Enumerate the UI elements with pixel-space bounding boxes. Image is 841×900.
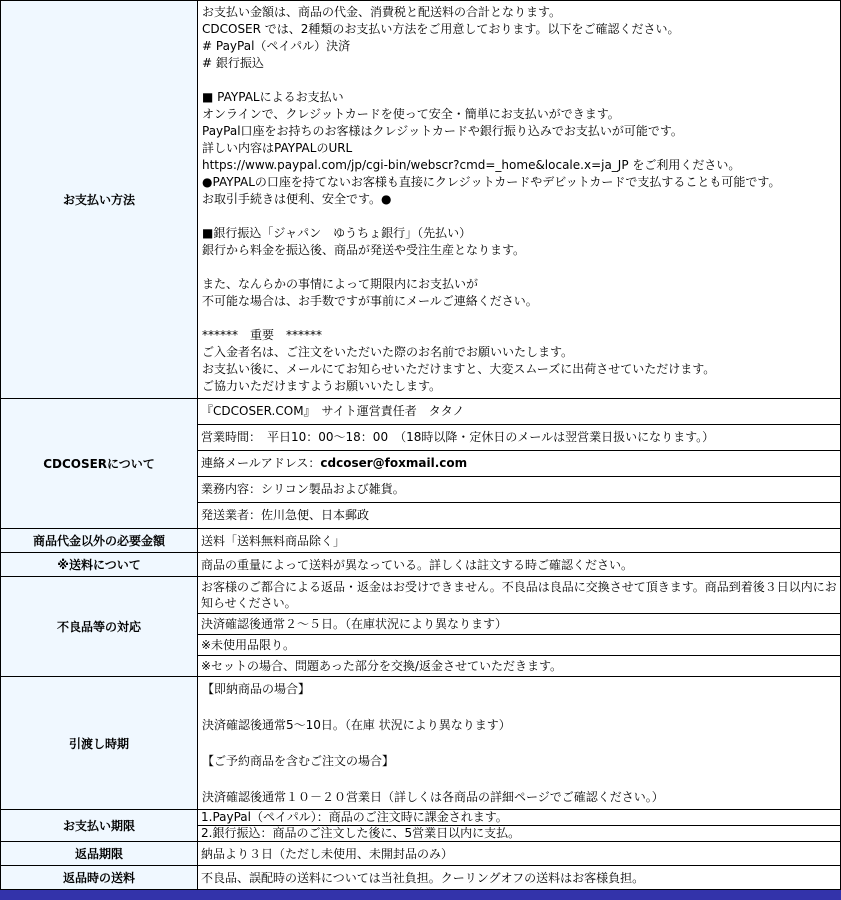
blank-line	[202, 259, 836, 276]
contact-label: 連絡メールアドレス：	[201, 456, 321, 470]
row-return-period	[1, 842, 840, 866]
defect-timing-row: 決済確認後通常２～５日。（在庫状況により異なります）	[198, 614, 840, 635]
section-label-payment-method: お支払い方法	[1, 1, 198, 398]
row-about	[1, 399, 840, 529]
blank-line	[202, 698, 836, 716]
delivery-content	[198, 677, 840, 809]
section-label-about: CDCOSERについて	[1, 399, 198, 528]
text-line: 決済確認後通常5～10日。（在庫 状況により異なります）	[202, 718, 511, 732]
about-contact-row	[198, 451, 840, 477]
text-line: CDCOSER では、2種類のお支払い方法をご用意しております。以下をご確認ください。	[202, 22, 680, 36]
shipping-note-content: 商品の重量によって送料が異なっている。詳しくは註文する時ご確認ください。	[201, 558, 634, 572]
text-line: 不可能な場合は、お手数ですが事前にメールご連絡ください。	[202, 294, 538, 308]
text-line: ご入金者名は、ご注文をいただいた際のお名前でお願いいたします。	[202, 345, 574, 359]
text-line: 決済確認後通常１０－２０営業日（詳しくは各商品の詳細ページでご確認ください。）	[202, 790, 664, 804]
blank-line	[202, 770, 836, 788]
return-shipping-content: 不良品、誤配時の送料については当社負担。クーリングオフの送料はお客様負担。	[201, 871, 645, 885]
text-line: 詳しい内容はPAYPALのURL	[202, 141, 353, 155]
text-line: ご協力いただけますようお願いいたします。	[202, 379, 442, 393]
section-label-extra-fee: 商品代金以外の必要金額	[1, 529, 198, 552]
text-line: お支払い後に、メールにてお知らせいただけますと、大変スムーズに出荷させていただけます。	[202, 362, 716, 376]
payment-method-content	[198, 1, 840, 398]
text-line: # PayPal（ペイパル）決済	[202, 39, 351, 53]
important-heading-line: ****** 重要 ******	[202, 328, 323, 342]
defect-unused-row: ※未使用品限り。	[198, 635, 840, 656]
extra-fee-content: 送料「送料無料商品除く」	[201, 534, 346, 548]
text-line: お取引手続きは便利、安全です。●	[202, 192, 392, 206]
defect-policy-row: お客様のご都合による返品・返金はお受けできません。不良品は良品に交換させて頂きます。商品到着後３日以内にお知らせください。	[198, 577, 840, 614]
text-line: ●PAYPALの口座を持てないお客様も直接にクレジットカードやデビットカードで支払することも可能です。	[202, 175, 781, 189]
text-line: # 銀行振込	[202, 56, 264, 70]
blank-line	[202, 72, 836, 89]
section-label-shipping-note: ※送料について	[1, 553, 198, 576]
about-content	[198, 399, 840, 528]
section-label-return-period: 返品期限	[1, 842, 198, 865]
row-delivery	[1, 677, 840, 810]
blank-line	[202, 208, 836, 225]
deadline-paypal-row: 1.PayPal（ペイパル）：商品のご注文時に課金されます。	[198, 810, 840, 826]
row-extra-fee	[1, 529, 840, 553]
defect-set-row: ※セットの場合、問題あった部分を交換/返金させていただきます。	[201, 659, 563, 673]
row-deadline	[1, 810, 840, 842]
section-label-deadline: お支払い期限	[1, 810, 198, 841]
section-label-delivery: 引渡し時期	[1, 677, 198, 809]
about-carrier-row: 発送業者：佐川急便、日本郵政	[201, 508, 370, 522]
about-business-row: 業務内容：シリコン製品および雑貨。	[198, 477, 840, 503]
paypal-url-line: https://www.paypal.com/jp/cgi-bin/webscr?cmd=_home&locale.x=ja_JP をご利用ください。	[202, 158, 741, 172]
deadline-bank-row: 2.銀行振込：商品のご注文した後に、5営業日以内に支払。	[201, 826, 521, 840]
text-line: 銀行から料金を振込後、商品が発送や受注生産となります。	[202, 243, 526, 257]
footer-bar	[0, 890, 841, 900]
about-hours-row: 営業時間： 平日10：00～18：00 （18時以降・定休日のメールは翌営業日扱いになります。）	[198, 425, 840, 451]
text-line: お支払い金額は、商品の代金、消費税と配送料の合計となります。	[202, 5, 562, 19]
blank-line	[202, 310, 836, 327]
text-line: ■銀行振込「ジャパン ゆうちょ銀行」（先払い）	[202, 226, 472, 240]
contact-email: cdcoser@foxmail.com	[320, 456, 468, 470]
row-shipping-note	[1, 553, 840, 577]
blank-line	[202, 734, 836, 752]
text-line: また、なんらかの事情によって期限内にお支払いが	[202, 277, 479, 291]
section-label-defect: 不良品等の対応	[1, 577, 198, 676]
about-operator-row: 『CDCOSER.COM』 サイト運営責任者 タタノ	[198, 399, 840, 425]
text-line: 【即納商品の場合】	[202, 682, 311, 696]
row-return-shipping	[1, 866, 840, 890]
return-period-content: 納品より３日（ただし未使用、未開封品のみ）	[201, 847, 454, 861]
text-line: PayPal口座をお持ちのお客様はクレジットカードや銀行振り込みでお支払いが可能です。	[202, 124, 683, 138]
section-label-return-shipping: 返品時の送料	[1, 866, 198, 889]
text-line: オンラインで、クレジットカードを使って安全・簡単にお支払いができます。	[202, 107, 620, 121]
row-defect	[1, 577, 840, 677]
deadline-content	[198, 810, 840, 841]
text-line: ■ PAYPALによるお支払い	[202, 90, 344, 104]
text-line: 【ご予約商品を含むご注文の場合】	[202, 754, 395, 768]
defect-content	[198, 577, 840, 676]
row-payment-method	[1, 1, 840, 399]
